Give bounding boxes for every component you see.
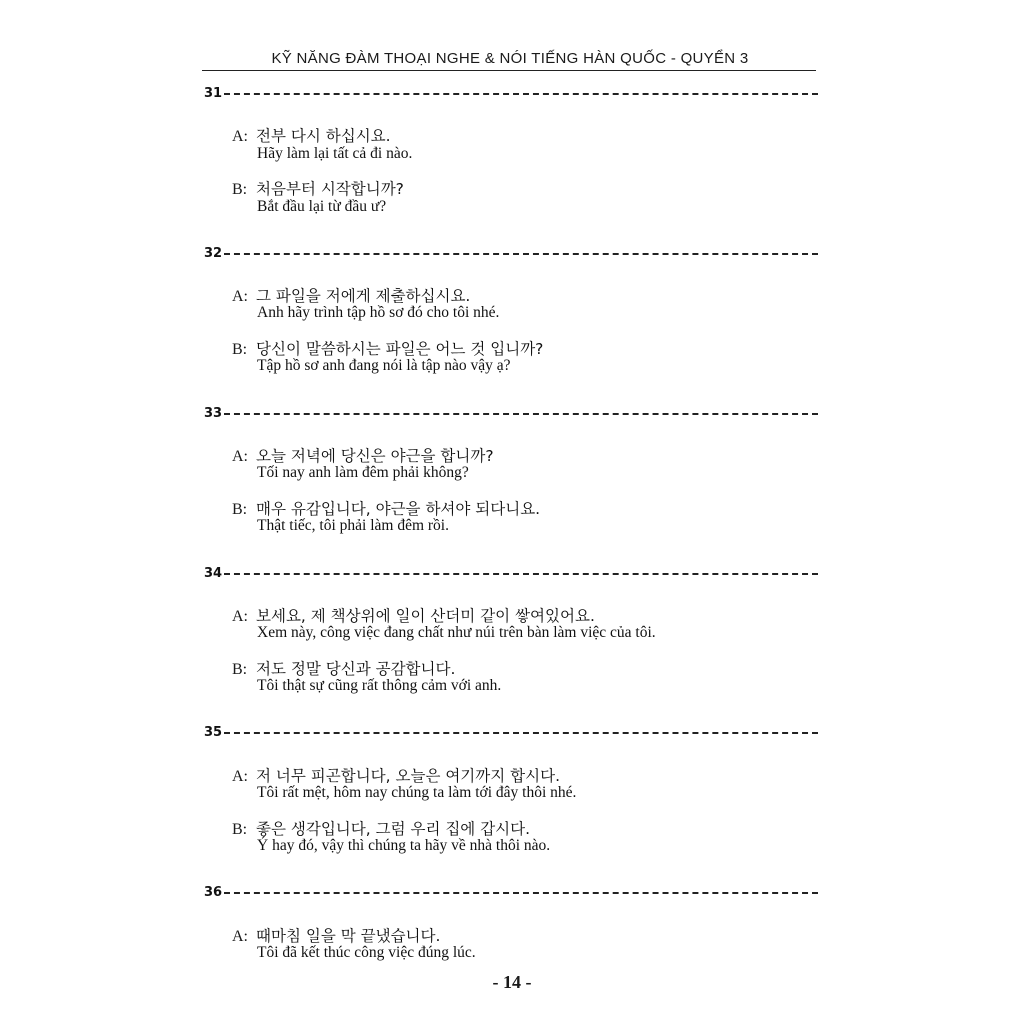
section-number: 36 <box>204 884 223 900</box>
korean-text: 그 파일을 저에게 제출하십시요. <box>256 287 471 305</box>
speaker-label: B: <box>232 181 248 198</box>
vietnamese-translation: Tôi đã kết thúc công việc đúng lúc. <box>257 944 476 961</box>
dialogue-line-b <box>232 657 455 679</box>
section-number: 31 <box>204 85 223 101</box>
vietnamese-translation: Ý hay đó, vậy thì chúng ta hãy về nhà thôi nào. <box>257 837 551 854</box>
dialogue-line-b <box>232 817 530 839</box>
korean-text: 처음부터 시작합니까? <box>256 180 404 198</box>
speaker-label: A: <box>232 608 248 625</box>
vietnamese-translation: Hãy làm lại tất cả đi nào. <box>257 145 413 162</box>
korean-text: 오늘 저녁에 당신은 야근을 합니까? <box>256 447 494 465</box>
korean-text: 저 너무 피곤합니다, 오늘은 여기까지 합시다. <box>256 767 561 785</box>
dialogue-line-b <box>232 177 404 199</box>
speaker-label: A: <box>232 768 248 785</box>
section-number: 32 <box>204 245 223 261</box>
section-divider <box>204 883 818 901</box>
vietnamese-translation: Tối nay anh làm đêm phải không? <box>257 464 469 481</box>
speaker-label: A: <box>232 128 248 145</box>
header-rule <box>202 70 816 71</box>
section-number: 34 <box>204 565 223 581</box>
dialogue-line-a <box>232 444 494 466</box>
vietnamese-translation: Anh hãy trình tập hồ sơ đó cho tôi nhé. <box>257 304 500 321</box>
korean-text: 전부 다시 하십시요. <box>256 127 391 145</box>
dialogue-line-a <box>232 604 595 626</box>
speaker-label: B: <box>232 821 248 838</box>
dialogue-line-a <box>232 284 470 306</box>
section-divider <box>204 723 818 741</box>
dialogue-line-a <box>232 124 391 146</box>
speaker-label: B: <box>232 341 248 358</box>
korean-text: 때마침 일을 막 끝냈습니다. <box>256 927 441 945</box>
section-divider <box>204 404 818 422</box>
vietnamese-translation: Tập hồ sơ anh đang nói là tập nào vậy ạ? <box>257 357 511 374</box>
vietnamese-translation: Thật tiếc, tôi phải làm đêm rồi. <box>257 517 449 534</box>
section-divider <box>204 84 818 102</box>
section-number: 35 <box>204 724 223 740</box>
korean-text: 좋은 생각입니다, 그럼 우리 집에 갑시다. <box>256 820 531 838</box>
dialogue-line-a <box>232 924 440 946</box>
dialogue-line-a <box>232 764 560 786</box>
dialogue-line-b <box>232 497 540 519</box>
korean-text: 매우 유감입니다, 야근을 하셔야 되다니요. <box>256 500 541 518</box>
dialogue-line-b <box>232 337 543 359</box>
vietnamese-translation: Xem này, công việc đang chất như núi trên bàn làm việc của tôi. <box>257 624 656 641</box>
vietnamese-translation: Tôi thật sự cũng rất thông cảm với anh. <box>257 677 502 694</box>
korean-text: 당신이 말씀하시는 파일은 어느 것 입니까? <box>256 340 544 358</box>
speaker-label: A: <box>232 928 248 945</box>
vietnamese-translation: Bắt đầu lại từ đầu ư? <box>257 198 387 215</box>
vietnamese-translation: Tôi rất mệt, hôm nay chúng ta làm tới đây thôi nhé. <box>257 784 577 801</box>
korean-text: 보세요, 제 책상위에 일이 산더미 같이 쌓여있어요. <box>256 607 595 625</box>
page-number: - 14 - <box>492 972 532 992</box>
section-divider <box>204 244 818 262</box>
speaker-label: A: <box>232 448 248 465</box>
speaker-label: B: <box>232 661 248 678</box>
speaker-label: A: <box>232 288 248 305</box>
section-number: 33 <box>204 405 223 421</box>
korean-text: 저도 정말 당신과 공감합니다. <box>256 660 456 678</box>
speaker-label: B: <box>232 501 248 518</box>
section-divider <box>204 564 818 582</box>
book-title: KỸ NĂNG ĐÀM THOẠI NGHE & NÓI TIẾNG HÀN QUỐC - QUYỂN 3 <box>271 50 749 67</box>
